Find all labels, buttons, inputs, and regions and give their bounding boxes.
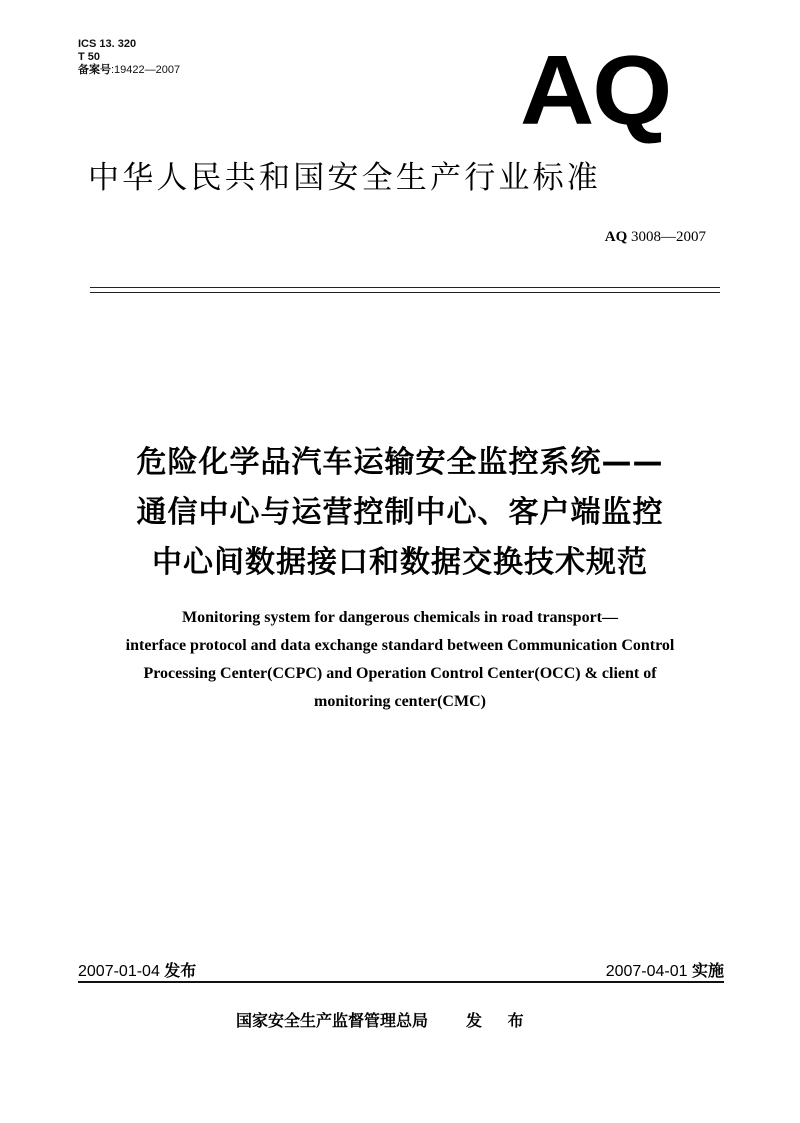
classification-code: T 50 [78,51,101,63]
english-title [60,604,740,716]
footer-divider [78,981,724,983]
chinese-title-line: 中心间数据接口和数据交换技术规范 [152,545,648,580]
ics-code: ICS 13. 320 [78,38,137,50]
publisher-name: 国家安全生产监督管理总局 [236,1011,429,1030]
publisher [236,1008,534,1031]
filing-number [78,64,180,77]
filing-value: :19422—2007 [111,64,181,76]
issue-date-value: 2007-01-04 [78,963,160,980]
chinese-title [60,438,740,588]
header-divider-top [90,287,720,288]
aq-logo: AQ [520,35,671,145]
implementation-label: 实施 [691,961,724,980]
english-title-line: Monitoring system for dangerous chemicals in road transport— [182,609,618,626]
classification-block [78,38,180,77]
implementation-date-value: 2007-04-01 [605,963,688,980]
implementation-date [606,958,724,981]
english-title-line: monitoring center(CMC) [314,693,486,710]
header-divider-bottom [90,292,720,293]
filing-label: 备案号 [78,64,111,76]
standard-code-prefix: AQ [604,229,628,245]
publisher-action: 发 布 [466,1011,534,1030]
standard-category-title: 中华人民共和国安全生产行业标准 [88,160,601,196]
standard-code [605,229,706,246]
chinese-title-line: 危险化学品汽车运输安全监控系统—— [136,445,664,480]
standard-code-number: 3008—2007 [631,229,706,245]
english-title-line: Processing Center(CCPC) and Operation Control Center(OCC) & client of [143,665,657,682]
issue-date [78,958,196,981]
english-title-line: interface protocol and data exchange standard between Communication Control [125,637,675,654]
issue-label: 发布 [164,961,197,980]
chinese-title-line: 通信中心与运营控制中心、客户端监控 [136,495,664,530]
